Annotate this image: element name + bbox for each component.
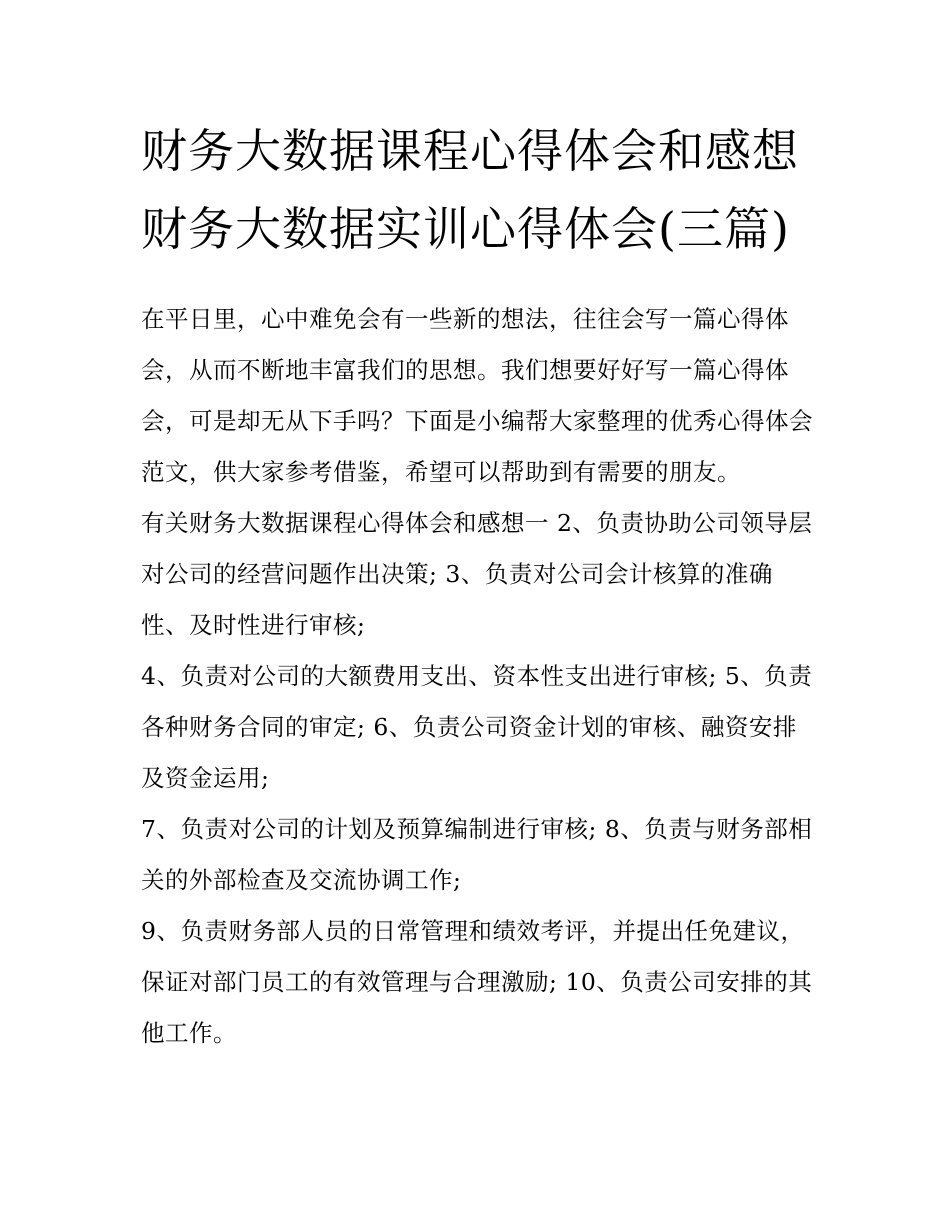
document-title: 财务大数据课程心得体会和感想 财务大数据实训心得体会(三篇) — [141, 124, 799, 256]
intro-paragraph: 在平日里，心中难免会有一些新的想法，往往会写一篇心得体会，从而不断地丰富我们的思想。我们想要好好写一篇心得体会，可是却无从下手吗？下面是小编帮大家整理的优秀心得体会范文，供大家参考借鉴，希望可以帮助到有需要的朋友。 — [141, 305, 813, 486]
paragraph: 7、负责对公司的计划及预算编制进行审核; 8、负责与财务部相关的外部检查及交流协调工作; — [141, 815, 813, 894]
paragraph: 有关财务大数据课程心得体会和感想一 2、负责协助公司领导层对公司的经营问题作出决策; 3、负责对公司会计核算的准确性、及时性进行审核; — [141, 509, 813, 639]
paragraph: 9、负责财务部人员的日常管理和绩效考评，并提出任免建议，保证对部门员工的有效管理与合理激励; 10、负责公司安排的其他工作。 — [141, 917, 813, 1047]
document-body — [141, 294, 813, 1059]
paragraph: 4、负责对公司的大额费用支出、资本性支出进行审核; 5、负责各种财务合同的审定; 6、负责公司资金计划的审核、融资安排及资金运用; — [141, 662, 813, 792]
document-page — [141, 112, 813, 1059]
